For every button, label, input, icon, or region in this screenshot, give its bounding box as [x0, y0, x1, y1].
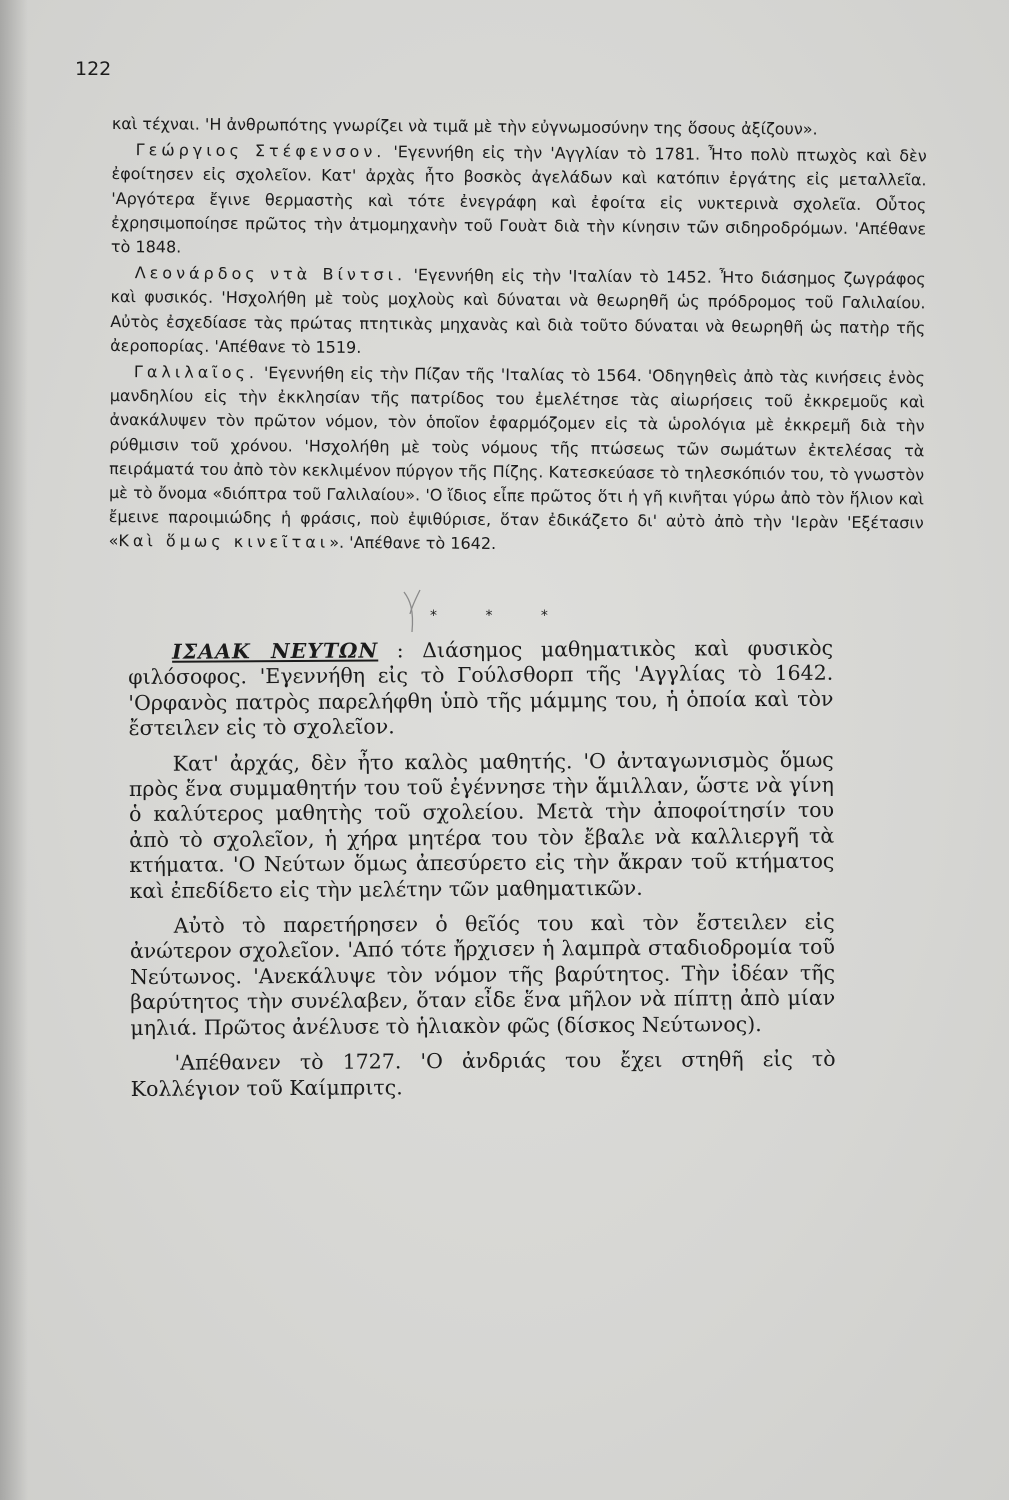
- entry-text-tail: ». 'Απέθανε τὸ 1642.: [329, 533, 497, 554]
- entry-da-vinci: [110, 261, 926, 364]
- newton-paragraph-4: 'Απέθανεν τὸ 1727. 'Ο ἀνδριάς του ἔχει στηθῆ εἰς τὸ Κολλέγιον τοῦ Καίμπριτς.: [130, 1046, 836, 1101]
- entry-stephenson: [111, 138, 927, 265]
- newton-paragraph-1: [128, 636, 834, 742]
- newton-title-colon: :: [396, 638, 404, 663]
- newton-section: [128, 636, 836, 1112]
- intro-paragraph: καὶ τέχναι. 'Η ἀνθρωπότης γνωρίζει νὰ τιμᾶ μὲ τὴν εὐγνωμοσύνην της ὅσους ἀξίζουν».: [111, 113, 818, 139]
- newton-paragraph-3: Αὐτὸ τὸ παρετήρησεν ὁ θεῖός του καὶ τὸν ἔστειλεν εἰς ἀνώτερον σχολεῖον. 'Από τότε ἤρχισεν ἡ λαμπρὰ σταδιοδρομία τοῦ Νεύτωνος. 'Ανεκάλυψε τὸν νόμον τῆς βαρύτητος. Τὴν ἰδέαν τῆς βαρύτητος τὴν συνέλαβεν, ὅταν εἶδε ἕνα μῆλον νὰ πίπτῃ ἀπὸ μίαν μηλιά. Πρῶτος ἀνέλυσε τὸ ἡλιακὸν φῶς (δίσκος Νεύτωνος).: [129, 909, 836, 1040]
- entry-text: 'Εγεννήθη εἰς τὴν 'Αγγλίαν τὸ 1781. Ἦτο πολὺ πτωχὸς καὶ δὲν ἐφοίτησεν εἰς σχολεῖον. Κατ' ἀρχὰς ἦτο βοσκὸς ἀγελάδων καὶ κατόπιν ἐργάτης εἰς μεταλλεῖα. 'Αργότερα ἔγινε θερμαστὴς καὶ τότε ἐνεγράφη καὶ ἐφοίτα εἰς νυκτερινὰ σχολεῖα. Οὗτος ἐχρησιμοποίησε πρῶτος τὴν ἀτμομηχανὴν τοῦ Γουὰτ διὰ τὴν κίνησιν τῶν σιδηροδρόμων. 'Απέθανε τὸ 1848.: [110, 142, 927, 257]
- galileo-quote: Καὶ ὅμως κινεῖται: [118, 531, 330, 553]
- entry-text: 'Εγεννήθη εἰς τὴν Πίζαν τῆς 'Ιταλίας τὸ 1564. 'Οδηγηθεὶς ἀπὸ τὰς κινήσεις ἑνὸς μανδηλίου εἰς τὴν ἐκκλησίαν τῆς πατρίδος του ἐμελέτησε τὰς αἰωρήσεις τοῦ ἐκκρεμοῦς καὶ ἀνακάλυψεν τὸν πρῶτον νόμον, τὸν ὁποῖον ἐφαρμόζομεν εἰς τὰ ὡρολόγια μὲ ἐκκρεμῆ διὰ τὴν ρύθμισιν τοῦ χρόνου. 'Ησχολήθη μὲ τοὺς νόμους τῆς πτώσεως τῶν σωμάτων ἐκτελέσας τὰ πειράματά του ἀπὸ τὸν κεκλιμένον πύργον τῆς Πίζης. Κατεσκεύασε τὸ τηλεσκόπιόν του, τὸ γνωστὸν μὲ τὸ ὄνομα «διόπτρα τοῦ Γαλιλαίου». 'Ο ἴδιος εἶπε πρῶτος ὅτι ἡ γῆ κινῆται γύρω ἀπὸ τὸν ἥλιον καὶ ἔμεινε παροιμιώδης ἡ φράσις, ποὺ ἐψιθύρισε, ὅταν ἐδικάζετο δι' αὐτὸ ἀπὸ τὴν 'Ιερὰν 'Εξέτασιν «: [108, 363, 926, 551]
- entry-name: Γεώργιος Στέφενσον.: [135, 140, 386, 162]
- spine-shadow: [0, 0, 28, 1500]
- entry-text: 'Εγεννήθη εἰς τὴν 'Ιταλίαν τὸ 1452. Ἦτο διάσημος ζωγράφος καὶ φυσικός. 'Ησχολήθη μὲ τοὺς μοχλοὺς καὶ δύναται νὰ θεωρηθῆ ὡς πρόδρομος τοῦ Γαλιλαίου. Αὐτὸς ἐσχεδίασε τὰς πρώτας πτητικὰς μηχανὰς καὶ διὰ τοῦτο δύναται νὰ θεωρηθῆ ὡς πατὴρ τῆς ἀεροπορίας. 'Απέθανε τὸ 1519.: [110, 265, 926, 357]
- entry-galileo: [109, 360, 925, 560]
- section-separator: * * *: [430, 608, 570, 624]
- newton-title: ΙΣΑΑΚ ΝΕΥΤΩΝ: [171, 638, 379, 664]
- newton-text-1: Διάσημος μαθηματικὸς καὶ φυσικὸς φιλόσοφος. 'Εγεννήθη εἰς τὸ Γούλσθορπ τῆς 'Αγγλίας τὸ 1642. 'Ορφανὸς πατρὸς παρελήφθη ὑπὸ τῆς μάμμης του, ἡ ὁποία καὶ τὸν ἔστειλεν εἰς τὸ σχολεῖον.: [128, 635, 834, 741]
- biographies-section: [109, 112, 927, 562]
- pencil-mark-icon: [400, 588, 424, 636]
- page-number: 122: [75, 58, 112, 80]
- entry-name: Γαλιλαῖος.: [133, 362, 259, 383]
- newton-paragraph-2: Κατ' ἀρχάς, δὲν ἦτο καλὸς μαθητής. 'Ο ἀνταγωνισμὸς ὅμως πρὸς ἕνα συμμαθητήν του τοῦ ἐγέννησε τὴν ἅμιλλαν, ὥστε νὰ γίνη ὁ καλύτερος μαθητὴς τοῦ σχολείου. Μετὰ τὴν ἀποφοίτησίν του ἀπὸ τὸ σχολεῖον, ἡ χήρα μητέρα του τὸν ἔβαλε νὰ καλλιεργῆ τὰ κτήματα. 'Ο Νεύτων ὅμως ἀπεσύρετο εἰς τὴν ἄκραν τοῦ κτήματος καὶ ἐπεδίδετο εἰς τὴν μελέτην τῶν μαθηματικῶν.: [128, 747, 835, 903]
- entry-name: Λεονάρδος ντὰ Βίντσι.: [134, 263, 407, 285]
